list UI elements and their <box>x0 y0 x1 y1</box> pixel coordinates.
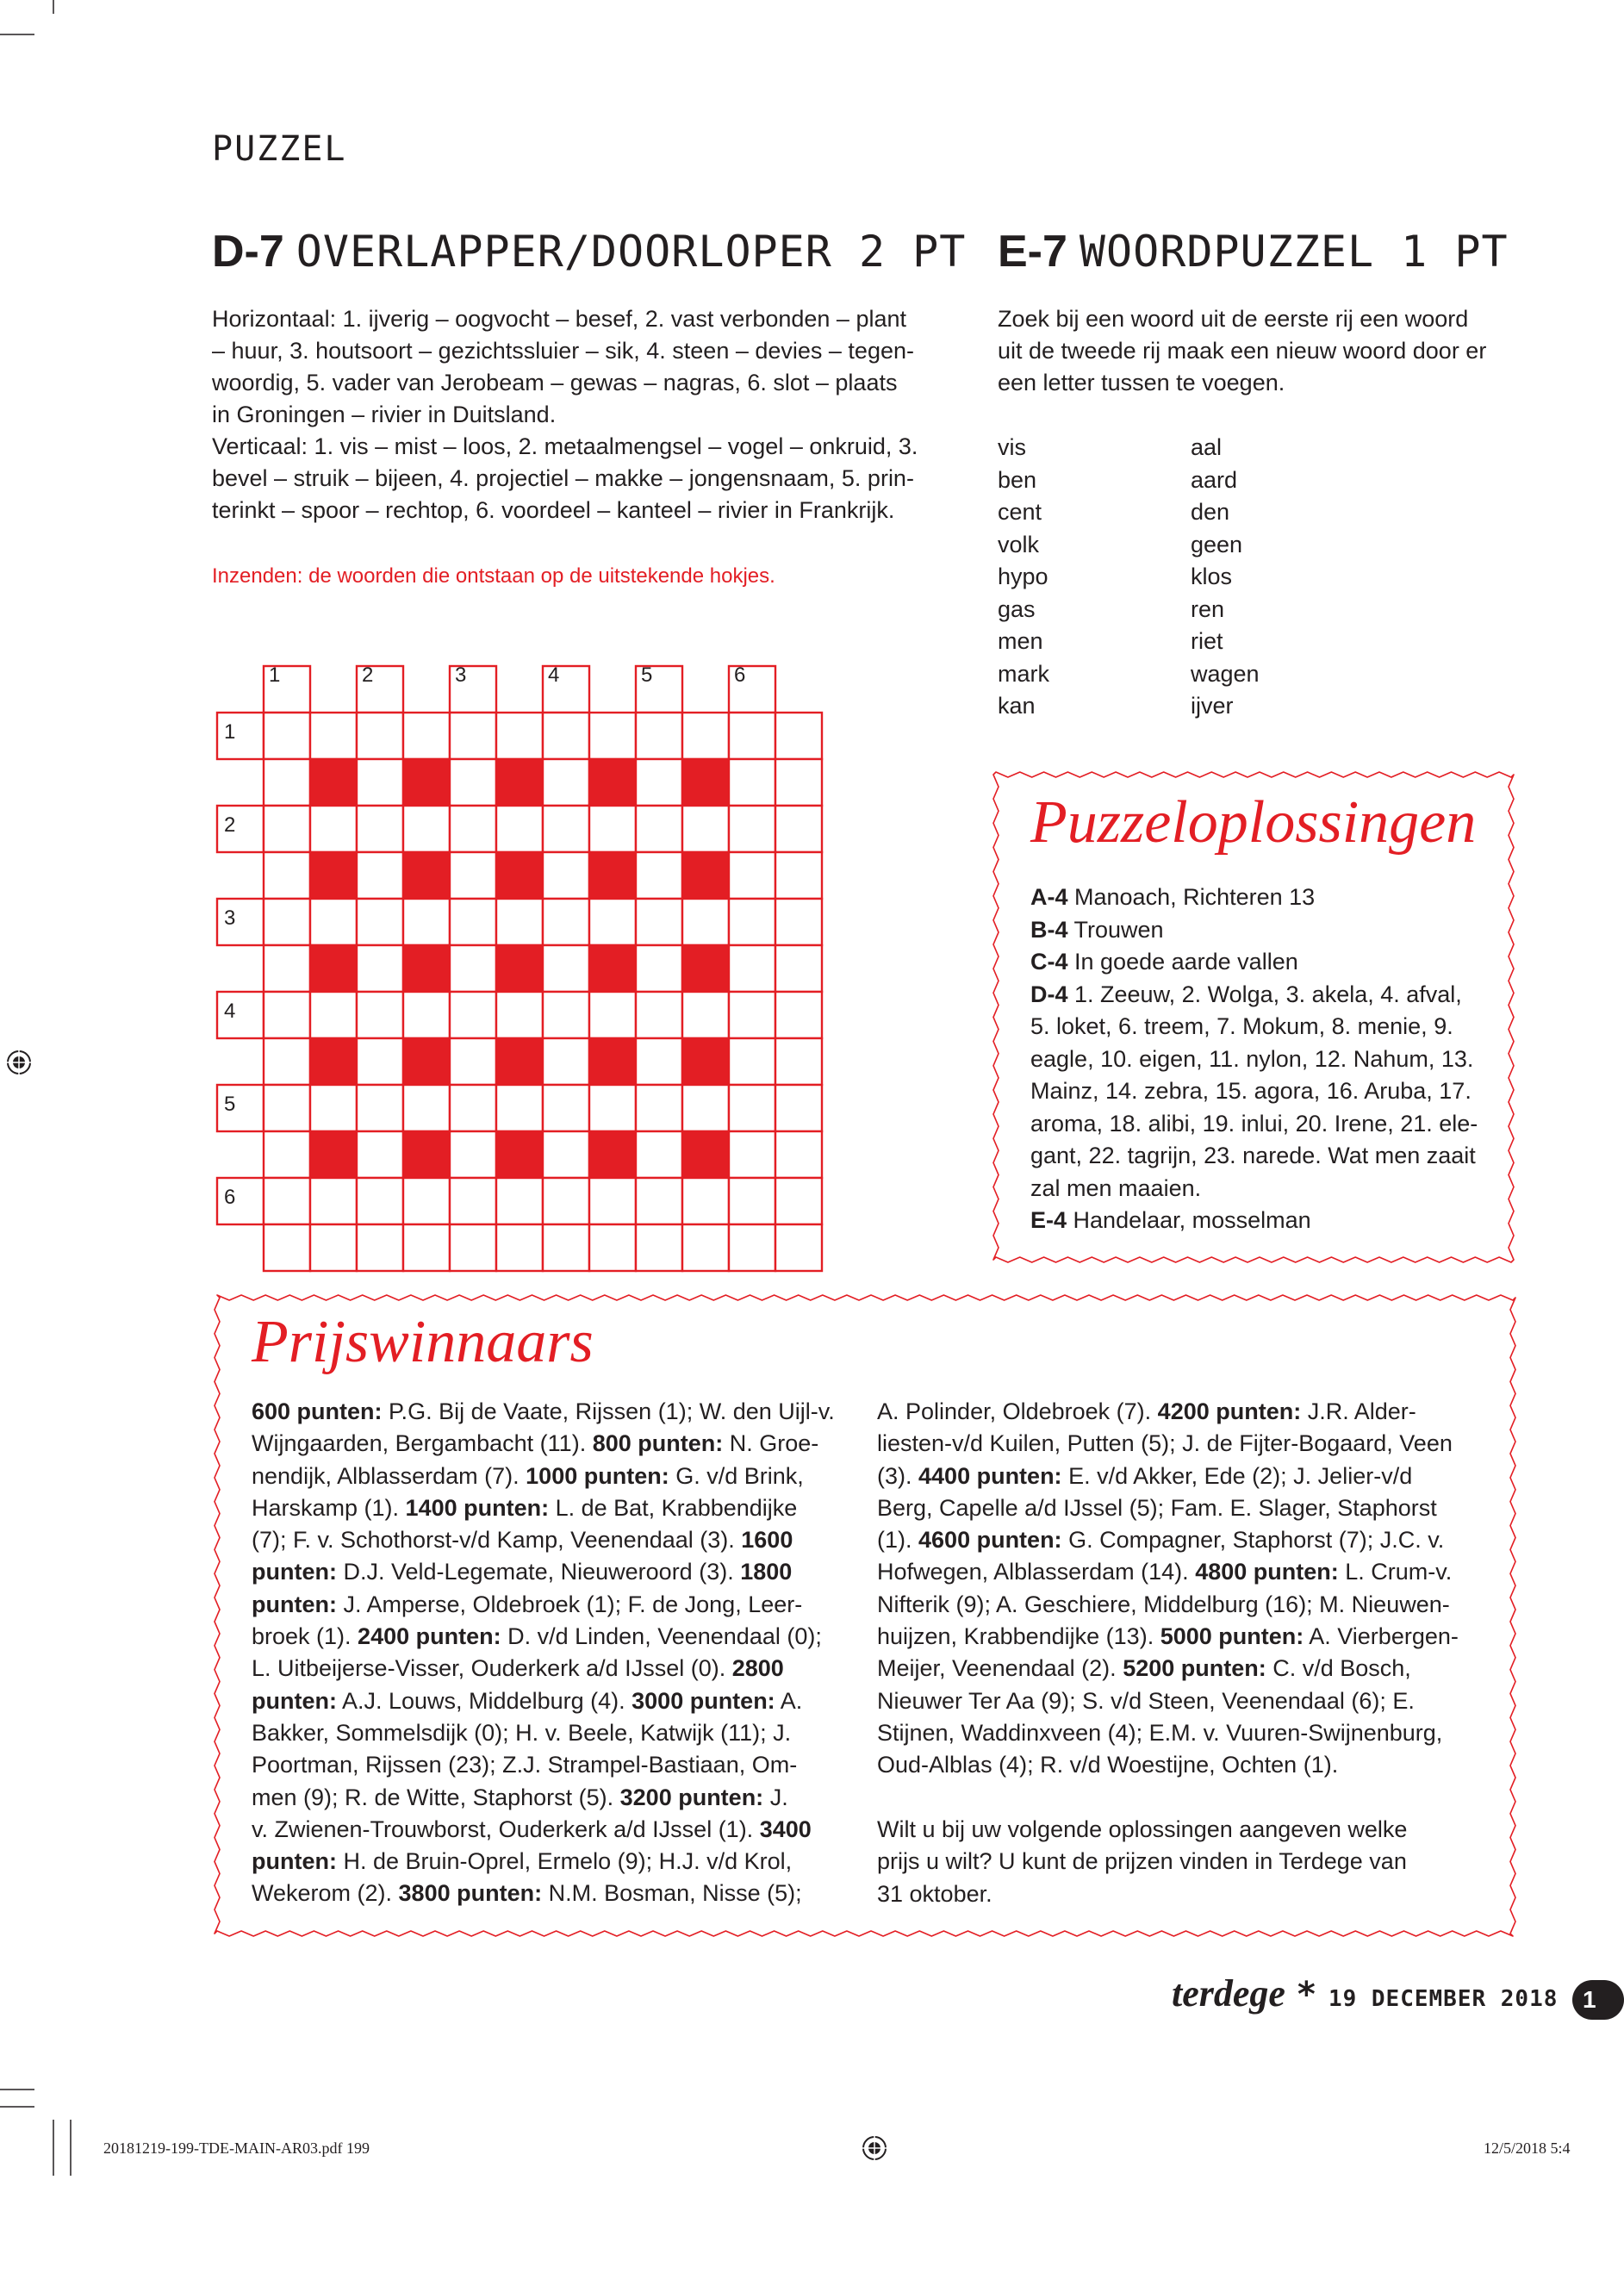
grid-cell[interactable] <box>543 1131 589 1178</box>
grid-cell[interactable] <box>496 806 543 852</box>
winners-line: Nieuwer Ter Aa (9); S. v/d Steen, Veenendaal (6); E. <box>877 1687 1415 1714</box>
grid-cell[interactable] <box>496 992 543 1038</box>
grid-cell[interactable] <box>310 1178 357 1224</box>
grid-block <box>589 759 636 806</box>
winners-line: Harskamp (1). 1400 punten: L. de Bat, Krabbendijke <box>252 1494 798 1521</box>
closing-line: 31 oktober. <box>877 1880 992 1907</box>
clue-line: in Groningen – rivier in Duitsland. <box>212 402 557 427</box>
grid-cell[interactable] <box>775 1224 822 1271</box>
grid-cell[interactable] <box>357 1131 403 1178</box>
grid-cell[interactable] <box>357 945 403 992</box>
grid-cell[interactable] <box>450 1178 496 1224</box>
brand-logo: terdege <box>1172 1972 1285 2015</box>
winners-line: punten: A.J. Louws, Middelburg (4). 3000 punten: A. <box>252 1687 803 1714</box>
winners-line: Wekerom (2). 3800 punten: N.M. Bosman, Nisse (5); <box>252 1880 802 1907</box>
word-item: riet <box>1191 628 1223 654</box>
row-number: 2 <box>224 813 236 837</box>
e7-heading <box>998 226 1509 277</box>
word-item: cent <box>998 499 1042 525</box>
grid-cell[interactable] <box>310 992 357 1038</box>
grid-cell[interactable] <box>775 852 822 899</box>
word-item: volk <box>998 531 1040 557</box>
grid-block <box>589 1131 636 1178</box>
grid-cell[interactable] <box>775 945 822 992</box>
solutions-box <box>991 769 1516 1265</box>
grid-cell[interactable] <box>543 852 589 899</box>
slug-left: 20181219-199-TDE-MAIN-AR03.pdf 199 <box>103 2139 370 2157</box>
grid-cell[interactable] <box>264 759 310 806</box>
solution-continued: eagle, 10. eigen, 11. nylon, 12. Nahum, 13. <box>1030 1045 1474 1072</box>
footer-star: * <box>1296 1975 1318 2015</box>
winners-line: Meijer, Veenendaal (2). 5200 punten: C. v/d Bosch, <box>877 1655 1411 1682</box>
grid-cell[interactable] <box>310 806 357 852</box>
clue-line: – huur, 3. houtsoort – gezichtssluier – sik, 4. steen – devies – tegen- <box>212 338 914 364</box>
grid-cell[interactable] <box>357 759 403 806</box>
d7-instruction: Inzenden: de woorden die ontstaan op de uitstekende hokjes. <box>212 564 775 588</box>
grid-cell[interactable] <box>403 713 450 759</box>
slug-right: 12/5/2018 5:4 <box>1484 2139 1571 2157</box>
clue-line: terinkt – spoor – rechtop, 6. voordeel – kanteel – rivier in Frankrijk. <box>212 497 895 523</box>
grid-cell[interactable] <box>636 1085 682 1131</box>
grid-cell[interactable] <box>682 1178 729 1224</box>
grid-cell[interactable] <box>729 1038 775 1085</box>
grid-block <box>403 759 450 806</box>
grid-cell[interactable] <box>729 806 775 852</box>
grid-cell[interactable] <box>543 1038 589 1085</box>
d7-code: D-7 <box>212 227 284 277</box>
solution-continued: gant, 22. tagrijn, 23. narede. Wat men zaait <box>1030 1143 1476 1168</box>
e7-intro <box>998 303 1549 399</box>
grid-cell[interactable] <box>357 852 403 899</box>
winners-line: (1). 4600 punten: G. Compagner, Staphorst (7); J.C. v. <box>877 1527 1445 1554</box>
col-number: 1 <box>269 663 281 687</box>
grid-block <box>682 759 729 806</box>
winners-line: Wijngaarden, Bergambacht (11). 800 punten: N. Groe- <box>252 1430 819 1457</box>
grid-block <box>589 945 636 992</box>
winners-line: Stijnen, Waddinxveen (4); E.M. v. Vuuren-Swijnenburg, <box>877 1719 1443 1746</box>
grid-cell[interactable] <box>403 1178 450 1224</box>
grid-cell[interactable] <box>589 806 636 852</box>
grid-cell[interactable] <box>775 1085 822 1131</box>
grid-cell[interactable] <box>589 899 636 945</box>
grid-cell[interactable] <box>450 806 496 852</box>
winners-line: (7); F. v. Schothorst-v/d Kamp, Veenendaal (3). 1600 <box>252 1527 793 1554</box>
clue-line: woordig, 5. vader van Jerobeam – gewas – nagras, 6. slot – plaats <box>212 370 898 395</box>
grid-cell[interactable] <box>729 992 775 1038</box>
grid-cell[interactable] <box>543 759 589 806</box>
word-item: geen <box>1191 531 1243 557</box>
winners-closing <box>877 1814 1497 1910</box>
grid-cell[interactable] <box>310 713 357 759</box>
grid-cell[interactable] <box>357 713 403 759</box>
e7-code: E-7 <box>998 227 1067 277</box>
grid-cell[interactable] <box>729 852 775 899</box>
word-item: mark <box>998 660 1049 687</box>
footer <box>1172 1971 1558 2015</box>
closing-line: prijs u wilt? U kunt de prijzen vinden in Terdege van <box>877 1848 1407 1875</box>
grid-cell[interactable] <box>775 713 822 759</box>
grid-cell[interactable] <box>264 1178 310 1224</box>
grid-cell[interactable] <box>264 713 310 759</box>
winners-line: v. Zwienen-Trouwborst, Ouderkerk a/d IJssel (1). 3400 <box>252 1816 812 1842</box>
word-item: aal <box>1191 434 1223 460</box>
winners-line: broek (1). 2400 punten: D. v/d Linden, Veenendaal (0); <box>252 1623 822 1650</box>
solution-item: E-4 Handelaar, mosselman <box>1030 1207 1311 1233</box>
grid-cell[interactable] <box>636 713 682 759</box>
col-number: 4 <box>548 663 560 687</box>
solutions-title: Puzzeloplossingen <box>1030 789 1477 856</box>
grid-cell[interactable] <box>357 899 403 945</box>
grid-block <box>310 945 357 992</box>
col-number: 6 <box>734 663 746 687</box>
e7-word-list-2 <box>1191 432 1260 723</box>
grid-cell[interactable] <box>729 713 775 759</box>
grid-cell[interactable] <box>264 1131 310 1178</box>
intro-line: uit de tweede rij maak een nieuw woord door er <box>998 338 1487 364</box>
grid-cell[interactable] <box>636 852 682 899</box>
grid-cell[interactable] <box>450 945 496 992</box>
grid-cell[interactable] <box>450 852 496 899</box>
winners-line: huijzen, Krabbendijke (13). 5000 punten: A. Vierbergen- <box>877 1623 1459 1650</box>
grid-block <box>682 1038 729 1085</box>
grid-cell[interactable] <box>496 1224 543 1271</box>
grid-cell[interactable] <box>310 1224 357 1271</box>
grid-cell[interactable] <box>357 1224 403 1271</box>
section-label: PUZZEL <box>212 129 347 169</box>
grid-cell[interactable] <box>636 1178 682 1224</box>
row-number: 4 <box>224 1000 236 1023</box>
grid-cell[interactable] <box>357 1178 403 1224</box>
grid-cell[interactable] <box>357 806 403 852</box>
solution-item: B-4 Trouwen <box>1030 916 1164 943</box>
solution-item: A-4 Manoach, Richteren 13 <box>1030 884 1316 910</box>
grid-cell[interactable] <box>264 1038 310 1085</box>
grid-cell[interactable] <box>775 899 822 945</box>
page-number: 1 <box>1583 1986 1596 2013</box>
row-number: 1 <box>224 720 236 744</box>
winners-line: Nifterik (9); A. Geschiere, Middelburg (16); M. Nieuwen- <box>877 1591 1450 1617</box>
solution-continued: zal men maaien. <box>1030 1174 1202 1201</box>
e7-word-list-1 <box>998 432 1049 723</box>
grid-cell[interactable] <box>682 713 729 759</box>
grid-block <box>496 1131 543 1178</box>
grid-block <box>682 1131 729 1178</box>
grid-cell[interactable] <box>543 899 589 945</box>
solution-continued: Mainz, 14. zebra, 15. agora, 16. Aruba, 17. <box>1030 1078 1472 1104</box>
grid-cell[interactable] <box>589 1085 636 1131</box>
row-number: 6 <box>224 1186 236 1209</box>
grid-cell[interactable] <box>775 1038 822 1085</box>
word-item: den <box>1191 499 1230 525</box>
grid-cell[interactable] <box>543 713 589 759</box>
winners-line: 600 punten: P.G. Bij de Vaate, Rijssen (1); W. den Uijl-v. <box>252 1398 835 1424</box>
winners-line: punten: H. de Bruin-Oprel, Ermelo (9); H.J. v/d Krol, <box>252 1848 793 1875</box>
registration-mark-left-icon <box>3 1047 34 1078</box>
grid-cell[interactable] <box>729 759 775 806</box>
grid-cell[interactable] <box>636 1224 682 1271</box>
word-item: wagen <box>1191 660 1260 687</box>
grid-cell[interactable] <box>450 1038 496 1085</box>
d7-title: OVERLAPPER/DOORLOPER 2 PT <box>296 227 967 277</box>
winners-line: men (9); R. de Witte, Staphorst (5). 3200 punten: J. <box>252 1784 788 1810</box>
grid-cell[interactable] <box>729 945 775 992</box>
grid-cell[interactable] <box>357 1085 403 1131</box>
grid-cell[interactable] <box>682 899 729 945</box>
registration-mark-bottom-icon <box>859 2133 890 2164</box>
solution-item: D-4 1. Zeeuw, 2. Wolga, 3. akela, 4. afval, <box>1030 981 1462 1007</box>
crossword-grid[interactable] <box>207 616 827 1232</box>
clue-line: Verticaal: 1. vis – mist – loos, 2. metaalmengsel – vogel – onkruid, 3. <box>212 433 918 459</box>
winners-line: Bakker, Sommelsdijk (0); H. v. Beele, Katwijk (11); J. <box>252 1719 792 1746</box>
grid-cell[interactable] <box>264 1224 310 1271</box>
grid-cell[interactable] <box>310 899 357 945</box>
grid-cell[interactable] <box>543 806 589 852</box>
grid-cell[interactable] <box>636 759 682 806</box>
grid-block <box>310 1131 357 1178</box>
grid-cell[interactable] <box>543 945 589 992</box>
grid-cell[interactable] <box>450 1224 496 1271</box>
grid-cell[interactable] <box>775 1178 822 1224</box>
grid-block <box>403 1038 450 1085</box>
grid-block <box>589 852 636 899</box>
word-item: kan <box>998 693 1036 719</box>
grid-cell[interactable] <box>636 992 682 1038</box>
grid-cell[interactable] <box>543 1085 589 1131</box>
row-number: 3 <box>224 906 236 930</box>
word-item: klos <box>1191 564 1233 589</box>
closing-line: Wilt u bij uw volgende oplossingen aangeven welke <box>877 1816 1408 1842</box>
winners-line: punten: J. Amperse, Oldebroek (1); F. de Jong, Leer- <box>252 1591 803 1617</box>
winners-line: liesten-v/d Kuilen, Putten (5); J. de Fijter-Bogaard, Veen <box>877 1430 1453 1457</box>
grid-cell[interactable] <box>589 1178 636 1224</box>
word-item: ijver <box>1191 693 1234 719</box>
grid-cell[interactable] <box>403 806 450 852</box>
grid-cell[interactable] <box>775 806 822 852</box>
winners-line: Poortman, Rijssen (23); Z.J. Strampel-Bastiaan, Om- <box>252 1752 798 1778</box>
grid-cell[interactable] <box>496 1085 543 1131</box>
grid-cell[interactable] <box>636 806 682 852</box>
row-number: 5 <box>224 1093 236 1116</box>
page-number-tab <box>1572 1980 1624 2020</box>
grid-cell[interactable] <box>682 806 729 852</box>
grid-cell[interactable] <box>357 992 403 1038</box>
grid-cell[interactable] <box>589 1224 636 1271</box>
grid-block <box>496 945 543 992</box>
grid-cell[interactable] <box>450 1085 496 1131</box>
word-item: aard <box>1191 466 1238 493</box>
grid-cell[interactable] <box>450 1131 496 1178</box>
grid-cell[interactable] <box>403 992 450 1038</box>
grid-cell[interactable] <box>264 899 310 945</box>
grid-cell[interactable] <box>682 1085 729 1131</box>
winners-line: A. Polinder, Oldebroek (7). 4200 punten: J.R. Alder- <box>877 1398 1416 1424</box>
grid-cell[interactable] <box>450 992 496 1038</box>
grid-cell[interactable] <box>543 992 589 1038</box>
word-item: hypo <box>998 564 1048 589</box>
grid-block <box>496 1038 543 1085</box>
clue-line: bevel – struik – bijeen, 4. projectiel – makke – jongensnaam, 5. prin- <box>212 465 914 491</box>
grid-cell[interactable] <box>496 899 543 945</box>
footer-date: 19 DECEMBER 2018 <box>1328 1986 1559 2012</box>
solution-continued: aroma, 18. alibi, 19. inlui, 20. Irene, 21. ele- <box>1030 1110 1478 1137</box>
winners-line: L. Uitbeijerse-Visser, Ouderkerk a/d IJssel (0). 2800 <box>252 1655 784 1682</box>
winners-right-column <box>877 1396 1497 1782</box>
grid-cell[interactable] <box>450 899 496 945</box>
word-item: men <box>998 628 1043 654</box>
grid-cell[interactable] <box>264 992 310 1038</box>
winners-line: punten: D.J. Veld-Legemate, Nieuweroord (3). 1800 <box>252 1559 793 1585</box>
grid-block <box>310 852 357 899</box>
word-item: ren <box>1191 595 1225 622</box>
clue-line: Horizontaal: 1. ijverig – oogvocht – besef, 2. vast verbonden – plant <box>212 306 906 332</box>
col-number: 2 <box>362 663 374 687</box>
grid-cell[interactable] <box>264 1085 310 1131</box>
word-item: ben <box>998 466 1037 493</box>
winners-box <box>212 1292 1518 1939</box>
grid-block <box>496 759 543 806</box>
col-number: 3 <box>455 663 467 687</box>
grid-cell[interactable] <box>729 1224 775 1271</box>
grid-block <box>403 852 450 899</box>
grid-cell[interactable] <box>589 992 636 1038</box>
grid-cell[interactable] <box>403 899 450 945</box>
grid-block <box>496 852 543 899</box>
grid-cell[interactable] <box>589 713 636 759</box>
winners-line: Oud-Alblas (4); R. v/d Woestijne, Ochten (1). <box>877 1752 1339 1778</box>
grid-cell[interactable] <box>636 1038 682 1085</box>
solution-item: C-4 In goede aarde vallen <box>1030 949 1298 975</box>
intro-line: Zoek bij een woord uit de eerste rij een woord <box>998 306 1469 332</box>
grid-cell[interactable] <box>775 759 822 806</box>
grid-cell[interactable] <box>264 945 310 992</box>
grid-cell[interactable] <box>682 992 729 1038</box>
grid-cell[interactable] <box>450 759 496 806</box>
grid-cell[interactable] <box>729 1178 775 1224</box>
grid-block <box>589 1038 636 1085</box>
solution-continued: 5. loket, 6. treem, 7. Mokum, 8. menie, 9. <box>1030 1013 1453 1039</box>
e7-title: WOORDPUZZEL 1 PT <box>1079 227 1509 277</box>
word-item: gas <box>998 595 1036 622</box>
winners-line: Hofwegen, Alblasserdam (14). 4800 punten: L. Crum-v. <box>877 1559 1453 1585</box>
word-item: vis <box>998 434 1026 460</box>
grid-cell[interactable] <box>775 1131 822 1178</box>
d7-heading <box>212 226 966 277</box>
winners-title: Prijswinnaars <box>252 1309 594 1375</box>
winners-line: Berg, Capelle a/d IJssel (5); Fam. E. Slager, Staphorst <box>877 1494 1437 1521</box>
grid-block <box>310 1038 357 1085</box>
grid-cell[interactable] <box>775 992 822 1038</box>
grid-cell[interactable] <box>264 852 310 899</box>
grid-block <box>682 852 729 899</box>
grid-cell[interactable] <box>496 713 543 759</box>
grid-cell[interactable] <box>403 1085 450 1131</box>
grid-cell[interactable] <box>729 899 775 945</box>
grid-block <box>403 945 450 992</box>
winners-line: nendijk, Alblasserdam (7). 1000 punten: G. v/d Brink, <box>252 1462 804 1489</box>
winners-line: (3). 4400 punten: E. v/d Akker, Ede (2); J. Jelier-v/d <box>877 1462 1413 1489</box>
grid-block <box>682 945 729 992</box>
grid-cell[interactable] <box>729 1131 775 1178</box>
grid-cell[interactable] <box>636 1131 682 1178</box>
grid-cell[interactable] <box>682 1224 729 1271</box>
grid-cell[interactable] <box>543 1224 589 1271</box>
solutions-list <box>1030 881 1496 1237</box>
grid-block <box>310 759 357 806</box>
intro-line: een letter tussen te voegen. <box>998 370 1285 395</box>
grid-cell[interactable] <box>636 899 682 945</box>
grid-cell[interactable] <box>543 1178 589 1224</box>
grid-block <box>403 1131 450 1178</box>
winners-left-column <box>252 1396 855 1910</box>
grid-cell[interactable] <box>729 1085 775 1131</box>
d7-clues <box>212 303 936 526</box>
grid-cell[interactable] <box>450 713 496 759</box>
col-number: 5 <box>641 663 653 687</box>
grid-cell[interactable] <box>264 806 310 852</box>
grid-cell[interactable] <box>310 1085 357 1131</box>
grid-cell[interactable] <box>403 1224 450 1271</box>
grid-cell[interactable] <box>357 1038 403 1085</box>
grid-cell[interactable] <box>636 945 682 992</box>
grid-cell[interactable] <box>496 1178 543 1224</box>
